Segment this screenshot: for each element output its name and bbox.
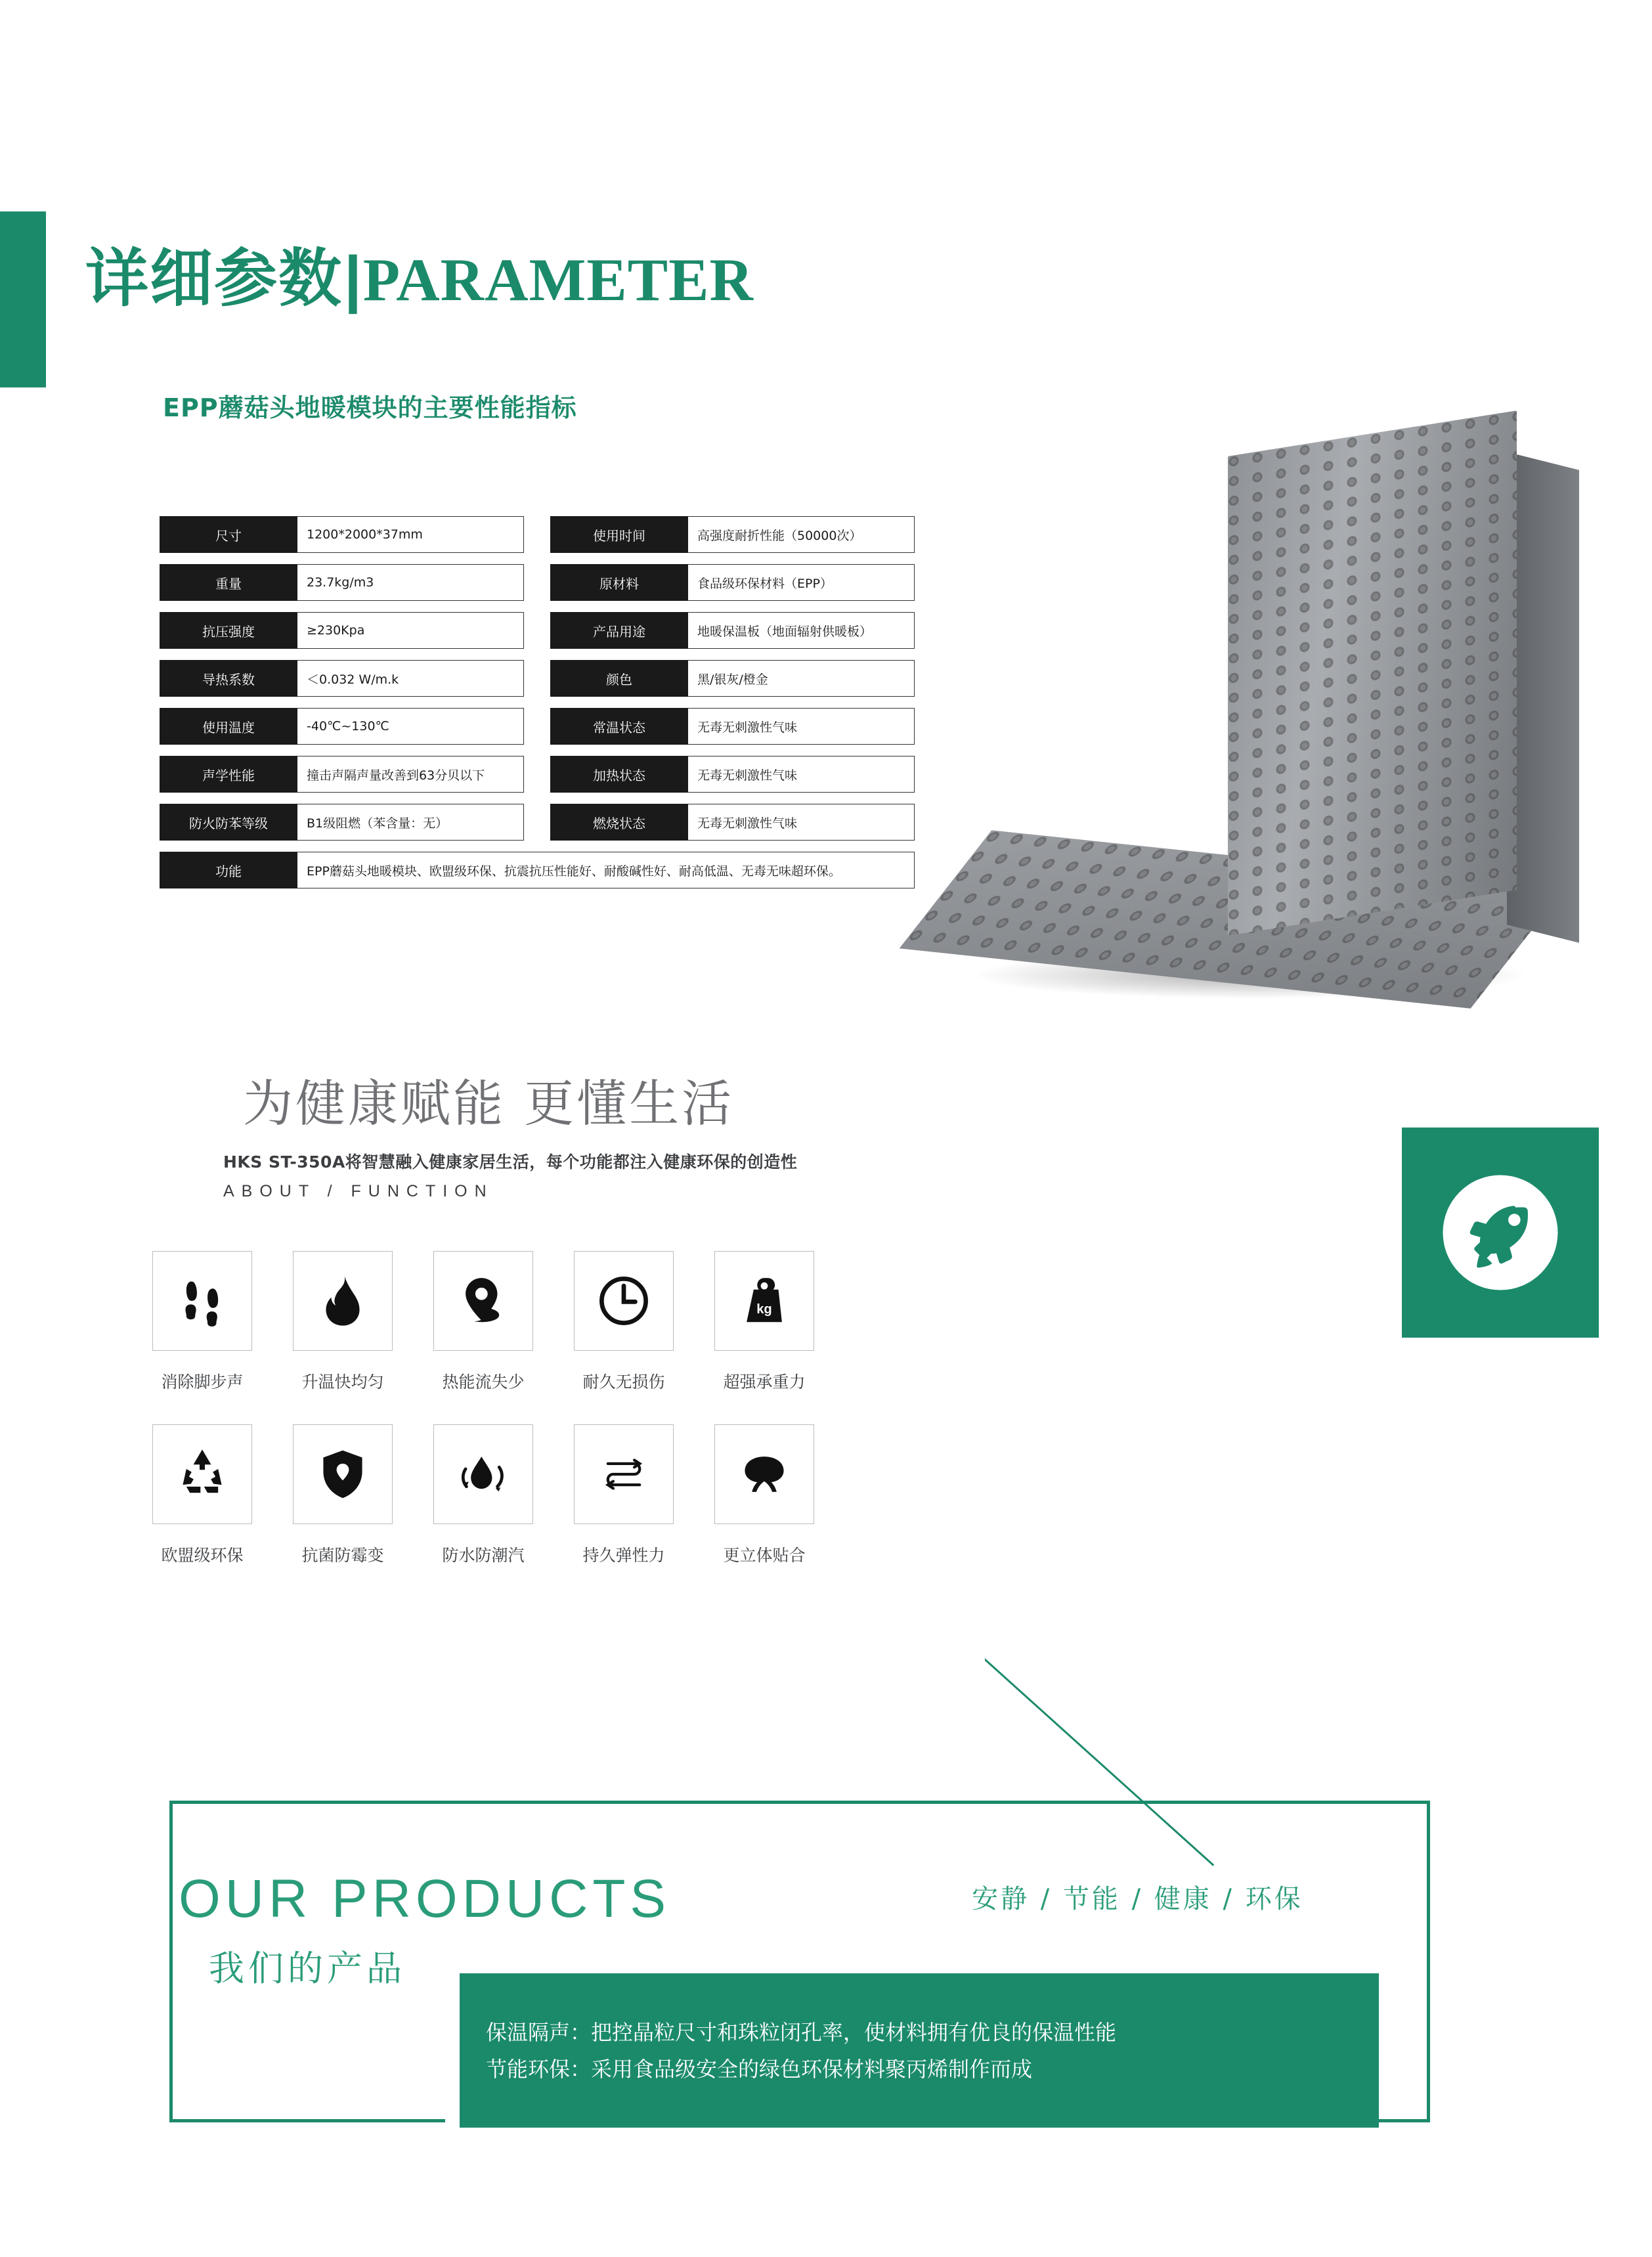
feature-item <box>152 1251 252 1393</box>
param-value: 1200*2000*37mm <box>297 516 524 553</box>
about-headline: 为健康赋能 更懂生活 <box>243 1074 735 1133</box>
table-row <box>160 660 921 697</box>
param-key: 尺寸 <box>160 516 297 553</box>
param-value: ≥230Kpa <box>297 612 524 649</box>
feature-label: 热能流失少 <box>442 1372 525 1391</box>
feature-item <box>574 1251 674 1393</box>
table-row <box>160 804 921 841</box>
page-title <box>85 229 754 318</box>
param-key: 导热系数 <box>160 660 297 697</box>
products-tags: 安静 / 节能 / 健康 / 环保 <box>972 1884 1303 1914</box>
svg-text:kg: kg <box>756 1302 772 1317</box>
products-description-panel <box>460 1973 1379 2128</box>
product-panel-side <box>1507 452 1579 942</box>
feature-item <box>152 1424 252 1566</box>
weight-kg-icon <box>736 1273 793 1329</box>
param-value: 无毒无刺激性气味 <box>688 756 915 793</box>
feature-row-1 <box>152 1251 967 1393</box>
feature-item <box>433 1424 533 1566</box>
feature-label: 防水防潮汽 <box>442 1546 525 1565</box>
feature-label: 抗菌防霉变 <box>301 1546 384 1565</box>
feature-item <box>293 1424 393 1566</box>
header-accent-bar <box>0 211 46 387</box>
feature-label: 欧盟级环保 <box>161 1546 244 1565</box>
shield-icon <box>315 1446 371 1502</box>
param-value: 无毒无刺激性气味 <box>688 708 915 745</box>
param-value: B1级阻燃（苯含量：无） <box>297 804 524 841</box>
param-value: 食品级环保材料（EPP） <box>688 564 915 601</box>
section-subtitle: EPP蘑菇头地暖模块的主要性能指标 <box>163 393 577 422</box>
param-key: 加热状态 <box>550 756 688 793</box>
param-value: -40℃~130℃ <box>297 708 524 745</box>
products-frame-top <box>169 1801 1430 1804</box>
param-pair-left <box>160 612 524 649</box>
param-value: 23.7kg/m3 <box>297 564 524 601</box>
param-value: 地暖保温板（地面辐射供暖板） <box>688 612 915 649</box>
products-title-cn: 我们的产品 <box>209 1948 406 1989</box>
footprints-icon <box>174 1273 230 1329</box>
param-pair-left <box>160 804 524 841</box>
param-key: 功能 <box>160 852 297 888</box>
feature-label: 耐久无损伤 <box>582 1372 665 1391</box>
param-value: EPP蘑菇头地暖模块、欧盟级环保、抗震抗压性能好、耐酸碱性好、耐高低温、无毒无味超环保。 <box>297 852 915 888</box>
param-key: 燃烧状态 <box>550 804 688 841</box>
param-pair-left <box>160 708 524 745</box>
param-key: 原材料 <box>550 564 688 601</box>
products-description-line-1: 保温隔声：把控晶粒尺寸和珠粒闭孔率，使材料拥有优良的保温性能 <box>486 2019 1117 2045</box>
param-key: 防火防苯等级 <box>160 804 297 841</box>
feature-item <box>293 1251 393 1393</box>
badge-circle <box>1443 1175 1558 1290</box>
param-key: 声学性能 <box>160 756 297 793</box>
feature-label: 消除脚步声 <box>161 1372 244 1391</box>
products-frame-left <box>169 1801 173 2122</box>
feature-label: 更立体贴合 <box>723 1546 806 1565</box>
feature-icon-box <box>433 1424 533 1524</box>
table-row <box>160 564 921 601</box>
param-value: ＜0.032 W/m.k <box>297 660 524 697</box>
rocket-badge <box>1402 1128 1599 1338</box>
feature-grid <box>152 1251 967 1598</box>
product-photo <box>860 427 1596 1038</box>
feature-row-2 <box>152 1424 967 1566</box>
mushroom-dots-pattern <box>1228 410 1517 936</box>
param-value: 黑/银灰/橙金 <box>688 660 915 697</box>
table-row-full <box>160 852 921 888</box>
param-pair-left <box>160 564 524 601</box>
feature-item <box>574 1424 674 1566</box>
flame-icon <box>315 1273 371 1329</box>
location-pin-icon <box>455 1273 511 1329</box>
feature-icon-box <box>714 1424 814 1524</box>
products-frame-right <box>1427 1801 1430 2122</box>
table-row <box>160 516 921 553</box>
param-key: 使用时间 <box>550 516 688 553</box>
param-key: 产品用途 <box>550 612 688 649</box>
param-key: 常温状态 <box>550 708 688 745</box>
param-pair-left <box>160 516 524 553</box>
products-title-en: OUR PRODUCTS <box>179 1869 671 1929</box>
feature-icon-box <box>574 1424 674 1524</box>
spring-coil-icon <box>596 1446 652 1502</box>
leaf-icon <box>736 1446 793 1502</box>
feature-label: 升温快均匀 <box>301 1372 384 1391</box>
feature-label: 超强承重力 <box>723 1372 806 1391</box>
feature-icon-box <box>714 1251 814 1351</box>
feature-item <box>714 1424 814 1566</box>
page-title-en: PARAMETER <box>362 246 754 313</box>
page-title-cn: 详细参数 <box>85 242 343 315</box>
param-pair-full <box>160 852 921 888</box>
table-row <box>160 612 921 649</box>
feature-item <box>433 1251 533 1393</box>
feature-icon-box <box>152 1424 252 1524</box>
products-description-line-2: 节能环保：采用食品级安全的绿色环保材料聚丙烯制作而成 <box>486 2056 1033 2082</box>
page-title-divider: | <box>344 244 362 314</box>
param-key: 使用温度 <box>160 708 297 745</box>
feature-icon-box <box>293 1424 393 1524</box>
param-key: 颜色 <box>550 660 688 697</box>
clock-icon <box>596 1273 652 1329</box>
recycle-icon <box>174 1446 230 1502</box>
product-vertical-panel <box>1228 410 1517 936</box>
param-value: 无毒无刺激性气味 <box>688 804 915 841</box>
feature-icon-box <box>574 1251 674 1351</box>
decorative-diagonal-line <box>985 1658 1234 1881</box>
feature-label: 持久弹性力 <box>582 1546 665 1565</box>
table-row <box>160 708 921 745</box>
feature-icon-box <box>293 1251 393 1351</box>
rocket-icon <box>1464 1196 1536 1269</box>
param-pair-left <box>160 756 524 793</box>
table-row <box>160 756 921 793</box>
feature-item <box>714 1251 814 1393</box>
products-frame-bottom-left <box>169 2119 445 2122</box>
water-drop-icon <box>455 1446 511 1502</box>
param-key: 重量 <box>160 564 297 601</box>
feature-icon-box <box>152 1251 252 1351</box>
parameter-table <box>160 516 921 900</box>
param-value: 高强度耐折性能（50000次） <box>688 516 915 553</box>
param-key: 抗压强度 <box>160 612 297 649</box>
about-subline: HKS ST-350A将智慧融入健康家居生活，每个功能都注入健康环保的创造性 <box>223 1152 798 1172</box>
about-english-line: ABOUT / FUNCTION <box>223 1182 494 1200</box>
feature-icon-box <box>433 1251 533 1351</box>
param-pair-left <box>160 660 524 697</box>
param-value: 撞击声隔声量改善到63分贝以下 <box>297 756 524 793</box>
